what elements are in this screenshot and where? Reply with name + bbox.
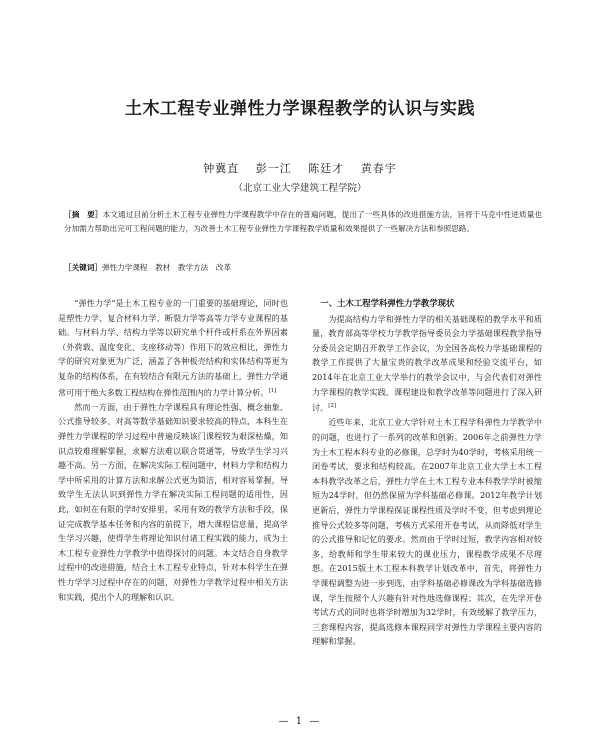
body-paragraph: 近些年来，北京工业大学针对土木工程学科弹性力学教学中的问题，也进行了一系列的改革和创新。2006年之前弹性力学为土木工程本科专业的必修课，总学时为40学时，考核采用统一闭卷考试，要求和结构较高。在2007年北京工业大学土木工程本科教学改革之后，弹性力学在土木工程专业本科教学学时被缩短为24学时，但仍然保留为学科基础必修课。2012年教学计划更新后，弹性力学课程保证课程性质及学时不变，但考虑到理论推导公式较多等问题，考核方式采用开卷考试，从而降低对学生的公式推导和记忆的要求。然而由于学时过短，教学内容相对较多，给教师和学生带来较大的课业压力，课程教学成果不尽理想。在2015版土木工程本科教学计划改革中，首先，将弹性力学课程调整为进一步到选，由学科基础必修课改为学科基础选修课，学生按照个人兴趣有针对性地选修课程；其次，在先学开卷考试方式的同时也将学时增加为32学时，有效缓解了教学压力，三套课程内容，提高选修本课程同学对弹性力学课程主要内容的理解和掌握。 [312, 417, 542, 647]
keywords-label: ［关键词］ [64, 263, 102, 272]
citation-marker: [1] [268, 387, 277, 394]
body-column-right [312, 296, 542, 649]
body-paragraph: “弹性力学”是土木工程专业的一门重要的基础理论，同时也是塑性力学、复合材料力学、断裂力学等高等力学专业课程的基础。与材料力学、结构力学等以研究单个杆件或杆系在外界因素（外荷载、温度变化、支座移动等）作用下的效应相比，弹性力学的研究对象更为广泛，涵盖了各种板壳结构和实体结构等更为复杂的结构体系，在有较结合有限元方法的基础上，弹性力学通常可用于绝大多数工程结构在弹性范围内的力学计算分析。[1] [58, 298, 288, 398]
citation-marker: [2] [328, 403, 336, 410]
author-name: 彭一江 [255, 162, 292, 175]
body-column-left [58, 296, 288, 604]
abstract-text: 本文通过目前分析土木工程专业弹性力学课程教学中存在的普遍问题，提出了一些具体的改进措施方法，旨将于马克中性进质量也分加需力帮助出完可工程问题的能力，为改善土木工程专业弹性力学课程教学质量和效果提供了一些解决方法和参照思路。 [64, 210, 542, 233]
author-name: 钟冀直 [203, 162, 240, 175]
author-list [40, 160, 560, 176]
author-affiliation: （北京工业大学建筑工程学院） [233, 183, 367, 194]
abstract-label: ［摘 要］ [64, 210, 103, 219]
author-name: 陈廷才 [308, 162, 345, 175]
keywords-text: 弹性力学课程 教材 教学方法 改革 [101, 263, 232, 272]
author-name: 黄春宇 [360, 162, 397, 175]
body-paragraph: 然而一方面，由于弹性力学课程具有理论性强、概念抽象、公式推导较多、对高等数学基础知识要求较高的特点，本科生在弹性力学课程的学习过程中普遍反映该门课程较为艰深枯燥，知识点较难理解掌握，求解方法难以联合贯通等，导致学生学习兴趣不高。另一方面，在解决实际工程问题中，材料力学和结构力学中所采用的计算方法和求解公式更为简洁，相对容易掌握，导致学生无法认识到弹性力学在解决实际工程问题的适用性，因此，如何在有限的学时安排里，采用有效的教学方法和手段，保证完成教学基本任务和内容的前提下，增大课程信息量，提高学生学习兴趣，使得学生将理论知识付诸工程实践的能力，成为土木工程专业弹性力学教学中值得探讨的问题。本文结合自身教学过程中的改进措施，结合土木工程专业特点，针对本科学生在弹性力学学习过程中存在的问题，对弹性力学教学过程中相关方法和实践，提出个人的理解和认识。 [58, 401, 288, 602]
paper-title: 土木工程专业弹性力学课程教学的认识与实践 [125, 99, 475, 119]
abstract [64, 208, 542, 236]
keywords [64, 262, 542, 274]
section-heading: 一、土木工程学科弹性力学教学现状 [320, 298, 455, 308]
page-number: — 1 — [278, 716, 322, 727]
body-paragraph: 为提高结构力学和弹性力学的相关基础课程的教学水平和质量，教育部高等学校力学教学指导委员会力学基础课程教学指导分委员会定期召开教学工作会议，为全国各高校力学基础课程的教学工作提供了大量宝贵的教学改革成果和经验交流平台，如2014年在北京工业大学举行的教学会议中，与会代表们对弹性力学课程的教学实践、课程建设和教学改革等问题进行了深入研讨。[2] [312, 313, 542, 413]
